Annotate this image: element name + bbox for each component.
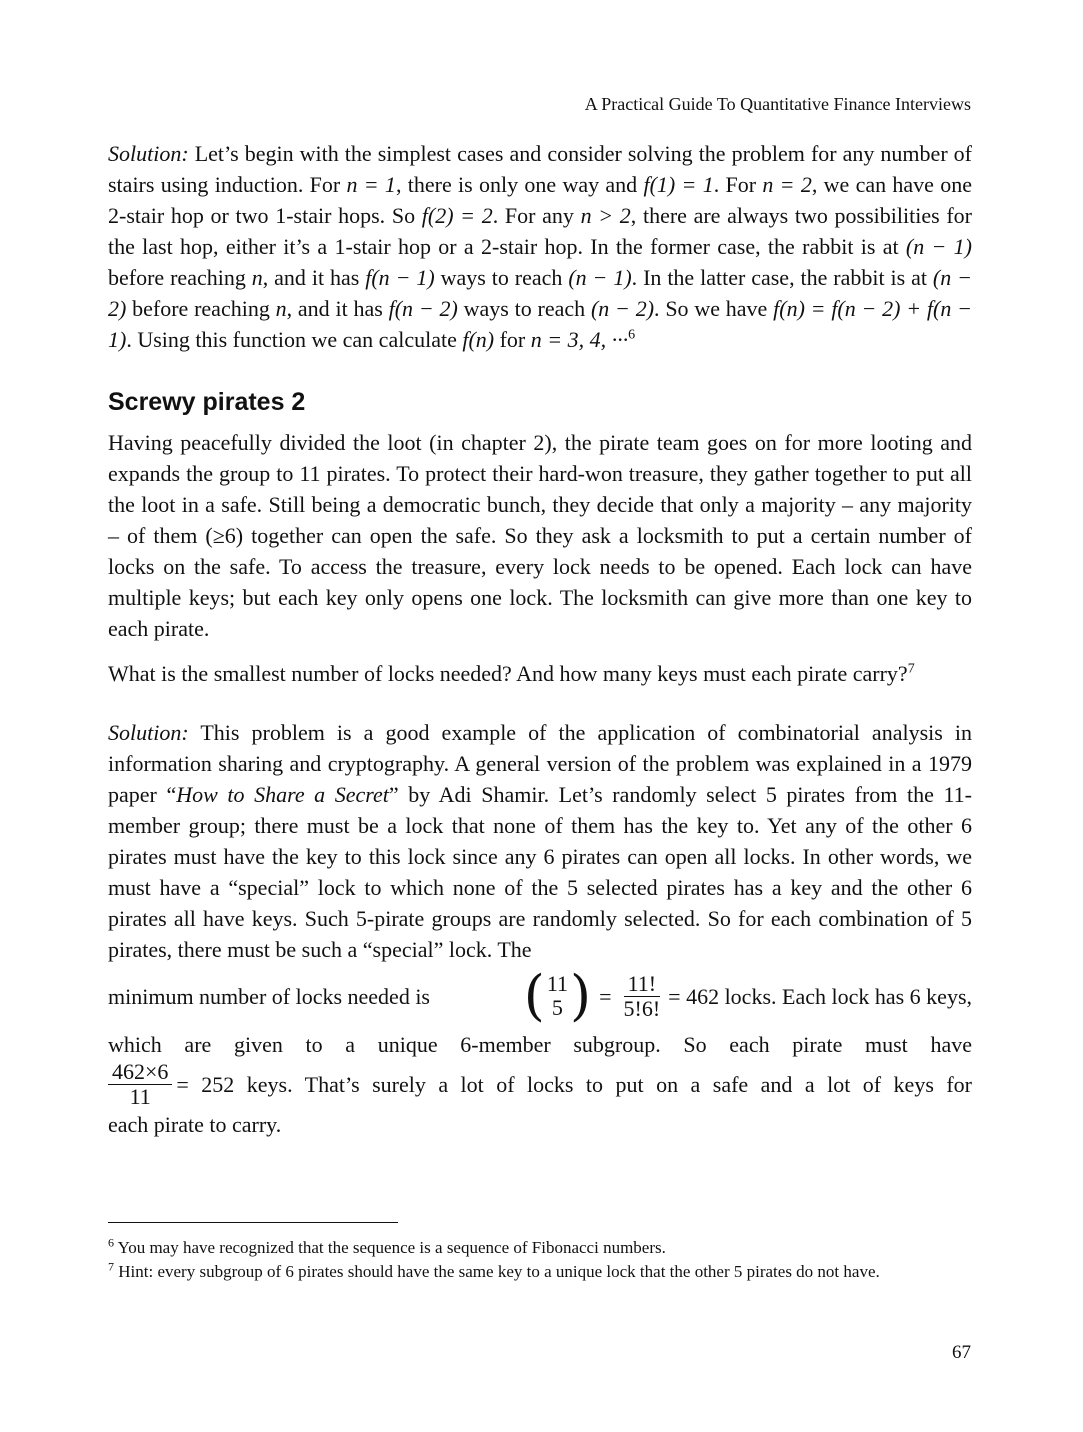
paper-title: How to Share a Secret — [176, 782, 389, 807]
solution-label-2: Solution: — [108, 720, 189, 745]
body-text — [108, 138, 972, 1140]
binomial-coefficient: ( 11 5 ) — [523, 964, 592, 1027]
footnotes — [108, 1236, 972, 1284]
section-heading: Screwy pirates 2 — [108, 388, 306, 416]
problem-paragraph: Having peacefully divided the loot (in chapter 2), the pirate team goes on for more looting and expands the group to 11 pirates. To protect their hard-won treasure, they gather together to put all the loot in a safe. Still being a democratic bunch, they decide that only a majority – any majority – of them (≥6) together can open the safe. So they ask a locksmith to put a certain number of locks on the safe. To access the treasure, every lock needs to be opened. Each lock can have multiple keys; but each key only opens one lock. The locksmith can give more than one key to each pirate. — [108, 430, 972, 641]
keys-fraction: $\frac{462\times 6}{11}$ — [108, 1060, 172, 1109]
factorial-fraction: $\frac{11!}{5!6!}$ — [623, 970, 661, 1021]
solution-paragraph-2: Solution: This problem is a good example of the application of combinatorial analysis in information sharing and cryptography. A general version of the problem was explained in a 1979 paper “How to Share a Secret” by Adi Shamir. Let’s randomly select 5 pirates from the 11-member group; there must be a lock that none of them has the key to. Yet any of the other 6 pirates must have the key to this lock since any 6 pirates can open all locks. In other words, we must have a “special” lock to which none of the 5 selected pirates has a key and the other 6 pirates all have keys. Such 5-pirate groups are randomly selected. So for each combination of 5 pirates, there must be such a “special” lock. The — [108, 720, 972, 962]
footnote-ref-7[interactable]: 7 — [907, 661, 915, 677]
footnote-ref-6[interactable]: 6 — [628, 327, 636, 343]
question-paragraph: What is the smallest number of locks needed? And how many keys must each pirate carry?$^7$ — [108, 661, 915, 686]
closing-line: each pirate to carry. — [108, 1112, 282, 1137]
subgroup-line: which are given to a unique 6-member subgroup. So each pirate must have — [108, 1032, 972, 1057]
footnote-6: $^6$ You may have recognized that the sequence is a sequence of Fibonacci numbers. — [108, 1235, 666, 1257]
running-head: A Practical Guide To Quantitative Finance Interviews — [584, 94, 971, 114]
solution-label: Solution: — [108, 141, 189, 166]
footnote-rule — [108, 1222, 398, 1223]
keys-formula-line: $\frac{462\times 6}{11}$ = 252 keys. That’s surely a lot of locks to put on a safe and a lot of keys for — [108, 1060, 972, 1109]
locks-formula-line: minimum number of locks needed is ( 11 5 ) = $\frac{11!}{5!6!}$ = 462 locks. Each lock has 6 keys, — [108, 964, 972, 1027]
page-number: 67 — [952, 1342, 971, 1363]
solution-paragraph-1: Solution: Let’s begin with the simplest cases and consider solving the problem for any number of stairs using induction. For n = 1, there is only one way and f(1) = 1. For n = 2, we can have one 2-stair hop or two 1-stair hops. So f(2) = 2. For any n > 2, there are always two possibilities for the last hop, either it’s a 1-stair hop or a 2-stair hop. In the former case, the rabbit is at (n − 1) before reaching n, and it has f(n − 1) ways to reach (n − 1). In the latter case, the rabbit is at (n − 2) before reaching n, and it has f(n − 2) ways to reach (n − 2). So we have f(n) = f(n − 2) + f(n − 1). Using this function we can calculate f(n) for n = 3, 4, ···$^6$ — [108, 141, 973, 352]
footnote-7: $^7$ Hint: every subgroup of 6 pirates should have the same key to a unique lock that the other 5 pirates do not have. — [108, 1259, 880, 1281]
